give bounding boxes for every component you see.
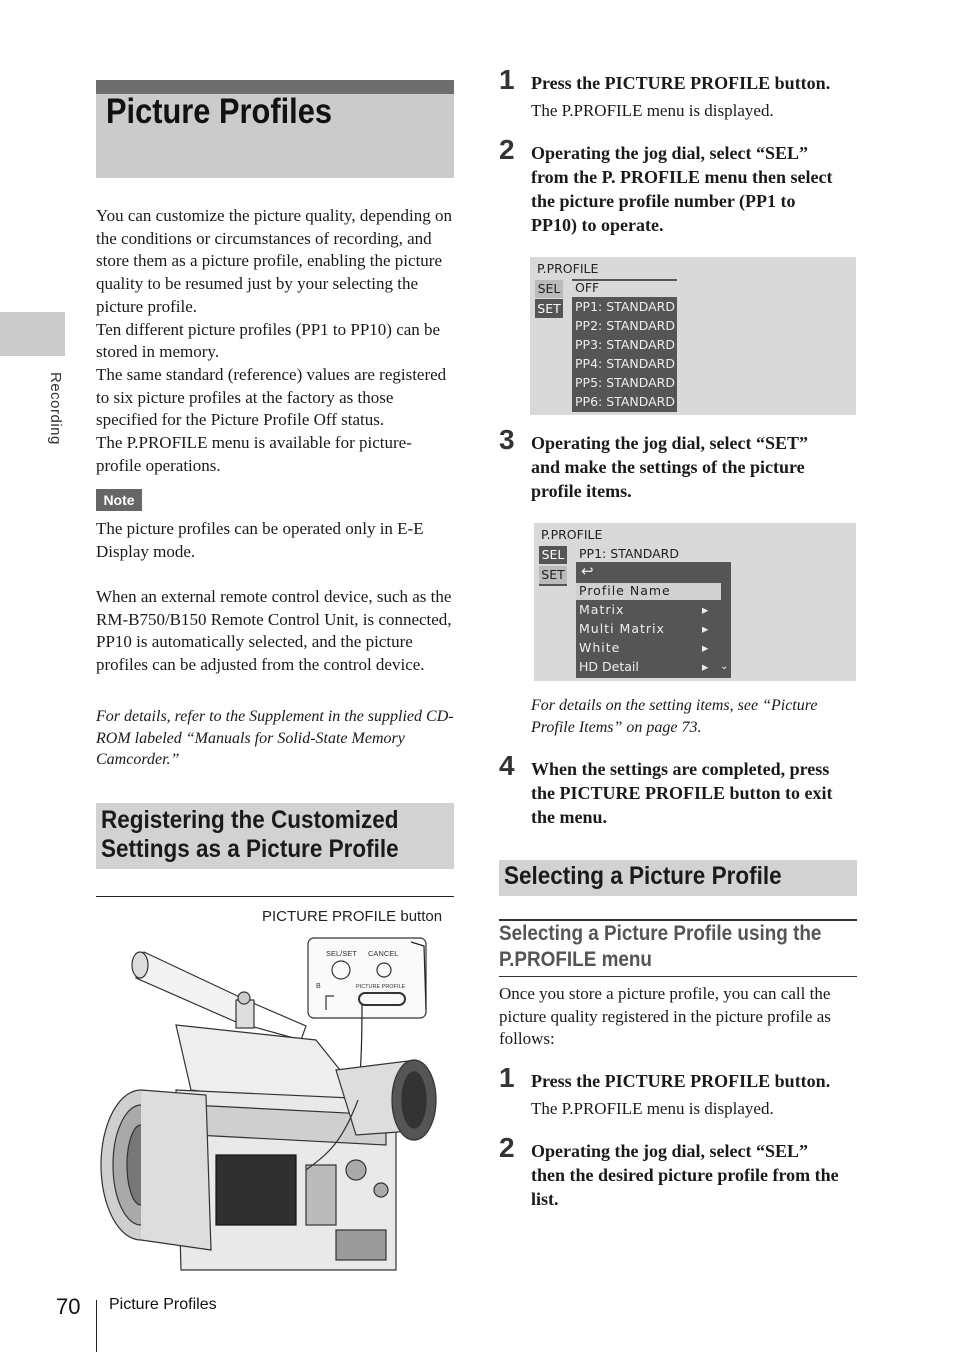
intro-paragraph: The P.PROFILE menu is available for picture-profile operations.	[96, 433, 412, 475]
side-tab-label: Recording	[47, 372, 64, 445]
sel-tab: SEL	[535, 280, 563, 298]
step-line: PP10) to operate.	[531, 215, 664, 235]
note-paragraph-1: The picture profiles can be operated only in E-E Display mode.	[96, 519, 424, 561]
step-text: Press the PICTURE PROFILE button.	[531, 1071, 831, 1091]
settings-item: White	[579, 640, 621, 655]
submenu-arrow-icon: ▸	[702, 621, 709, 636]
step-text: Press the PICTURE PROFILE button.	[531, 73, 831, 93]
select-heading: Selecting a Picture Profile	[504, 862, 782, 890]
step-line: When the settings are completed, press	[531, 759, 830, 779]
page-title: Picture Profiles	[106, 92, 332, 131]
step-line: Operating the jog dial, select “SEL”	[531, 143, 808, 163]
footer-label: Picture Profiles	[109, 1296, 217, 1313]
screen-title: P.PROFILE	[537, 261, 599, 276]
profile-item: PP4: STANDARD	[575, 356, 675, 371]
register-heading-line: Registering the Customized	[101, 806, 399, 834]
figure-label: PICTURE PROFILE button	[262, 908, 443, 925]
step-subtext: The P.PROFILE menu is displayed.	[531, 1099, 774, 1118]
step-line: Operating the jog dial, select “SEL”	[531, 1141, 808, 1161]
subheading-rule-bottom	[499, 976, 857, 977]
off-option: OFF	[575, 280, 600, 295]
register-heading-line: Settings as a Picture Profile	[101, 835, 399, 863]
step-line: profile items.	[531, 481, 632, 501]
settings-item: Matrix	[579, 602, 625, 617]
register-heading	[101, 806, 443, 864]
step-number: 1	[499, 64, 515, 95]
step-line: from the P. PROFILE menu then select	[531, 167, 833, 187]
screen-title: P.PROFILE	[541, 527, 603, 542]
step-text	[531, 431, 871, 503]
panel-label-pp: PICTURE PROFILE	[356, 984, 406, 990]
select-subheading	[499, 921, 841, 973]
step3-reference: For details on the setting items, see “Picture Profile Items” on page 73.	[531, 697, 818, 736]
step-line: then the desired picture profile from the	[531, 1165, 839, 1185]
step-text	[531, 757, 871, 829]
set-tab: SET	[535, 299, 563, 318]
profile-item: PP2: STANDARD	[575, 318, 675, 333]
step-number: 2	[499, 134, 515, 165]
profile-item: PP5: STANDARD	[575, 375, 675, 390]
select-intro: Once you store a picture profile, you can call the picture quality registered in the picture profile as follows:	[499, 984, 831, 1049]
step-number: 4	[499, 750, 515, 781]
note-paragraph-2: When an external remote control device, such as the RM-B750/B150 Remote Control Unit, is connected, PP10 is automatically selected, and the picture profiles can be adjusted from the control device.	[96, 587, 452, 675]
submenu-arrow-icon: ▸	[702, 640, 709, 655]
submenu-arrow-icon: ▸	[702, 602, 709, 617]
note-badge: Note	[96, 489, 142, 511]
profile-item: PP6: STANDARD	[575, 394, 675, 409]
step-line: the menu.	[531, 807, 607, 827]
side-tab	[0, 312, 65, 356]
profile-item: PP3: STANDARD	[575, 337, 675, 352]
step-text	[531, 141, 871, 237]
intro-paragraph: Ten different picture profiles (PP1 to PP10) can be stored in memory.	[96, 319, 441, 362]
settings-item: HD Detail	[579, 659, 639, 674]
step-line: the picture profile number (PP1 to	[531, 191, 796, 211]
step-text	[531, 1139, 871, 1211]
profile-item: PP1: STANDARD	[575, 299, 675, 314]
submenu-arrow-icon: ▸	[702, 659, 709, 674]
settings-item-selected: Profile Name	[579, 583, 671, 598]
intro-text	[96, 205, 456, 477]
step-number: 1	[499, 1062, 515, 1093]
camera-illustration	[96, 930, 456, 1290]
step-number: 2	[499, 1132, 515, 1163]
panel-label-b: B	[316, 983, 321, 990]
step-line: Operating the jog dial, select “SET”	[531, 433, 808, 453]
step-line: the PICTURE PROFILE button to exit	[531, 783, 833, 803]
sel-tab: SEL	[539, 546, 567, 564]
footer-rule	[96, 1300, 97, 1352]
subheading-line: P.PROFILE menu	[499, 948, 652, 971]
subheading-line: Selecting a Picture Profile using the	[499, 922, 822, 945]
note-reference: For details, refer to the Supplement in the supplied CD-ROM labeled “Manuals for Solid-State Memory Camcorder.”	[96, 708, 454, 768]
step-line: list.	[531, 1189, 559, 1209]
current-profile: PP1: STANDARD	[579, 546, 679, 561]
set-tab: SET	[539, 566, 567, 586]
intro-paragraph: The same standard (reference) values are registered to six picture profiles at the factory as those specified for the Picture Profile Off status.	[96, 364, 447, 430]
step-number: 3	[499, 424, 515, 455]
step-line: and make the settings of the picture	[531, 457, 805, 477]
back-icon: ↩	[581, 562, 594, 580]
settings-item: Multi Matrix	[579, 621, 665, 636]
figure-rule	[96, 896, 454, 897]
scroll-down-icon: ⌄	[720, 661, 729, 672]
panel-label-cancel: CANCEL	[368, 949, 399, 958]
page-number: 70	[56, 1294, 81, 1319]
intro-paragraph: You can customize the picture quality, depending on the conditions or circumstances of recording, and store them as a picture profile, enabling the picture quality to be resumed just by your selecting the picture profile.	[96, 206, 452, 316]
step-subtext: The P.PROFILE menu is displayed.	[531, 101, 774, 120]
panel-label-selset: SEL/SET	[326, 949, 357, 958]
